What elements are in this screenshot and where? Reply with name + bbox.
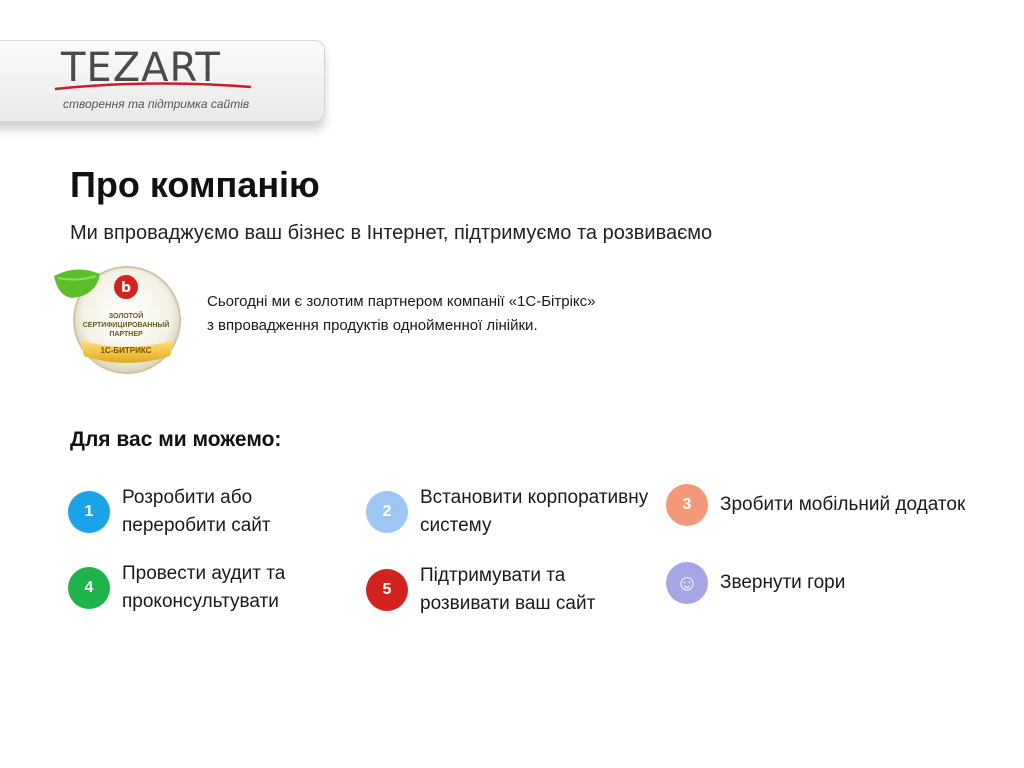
- service-label: Зробити мобільний додаток: [720, 494, 966, 515]
- service-item-5: [366, 562, 666, 618]
- service-label: Звернути гори: [720, 572, 846, 593]
- page-title: Про компанію: [70, 164, 320, 205]
- service-label: Провести аудит та проконсультувати: [122, 563, 286, 612]
- logo-wordmark: TEZART: [61, 45, 221, 91]
- service-item-3: [666, 484, 1016, 526]
- svg-text:b: b: [120, 280, 132, 296]
- badge-line-2: СЕРТИФИЦИРОВАННЫЙ: [82, 322, 170, 329]
- service-number-badge: 5: [366, 569, 408, 611]
- badge-line-3: ПАРТНЕР: [109, 331, 143, 338]
- badge-line-1: ЗОЛОТОЙ: [108, 313, 144, 320]
- logo-swoosh: [53, 81, 253, 95]
- badge-label: [80, 312, 172, 339]
- partner-description: [207, 290, 727, 338]
- service-item-1: [68, 484, 308, 540]
- page-subtitle: Ми впроваджуємо ваш бізнес в Інтернет, підтримуємо та розвиваємо: [70, 222, 713, 244]
- service-item-4: [68, 560, 328, 616]
- partner-line-1: Сьогодні ми є золотим партнером компанії «1С-Бітрікс»: [207, 293, 596, 310]
- service-item-2: [366, 484, 666, 540]
- service-number-badge: 4: [68, 567, 110, 609]
- service-label: Розробити або переробити сайт: [122, 487, 271, 536]
- service-label: Встановити корпоративну систему: [420, 487, 649, 536]
- partner-line-2: з впровадження продуктів однойменної лінійки.: [207, 317, 538, 334]
- smiley-icon: ☺: [666, 562, 708, 604]
- service-number-badge: 2: [366, 491, 408, 533]
- badge-strip-label: 1С-БИТРИКС: [100, 346, 152, 355]
- services-title: Для вас ми можемо:: [70, 428, 282, 451]
- service-label: Підтримувати та розвивати ваш сайт: [420, 565, 596, 614]
- service-item-6: [666, 562, 966, 604]
- service-number-badge: 1: [68, 491, 110, 533]
- logo-plate: [0, 40, 325, 122]
- service-number-badge: 3: [666, 484, 708, 526]
- logo-tagline: створення та підтримка сайтів: [63, 97, 250, 111]
